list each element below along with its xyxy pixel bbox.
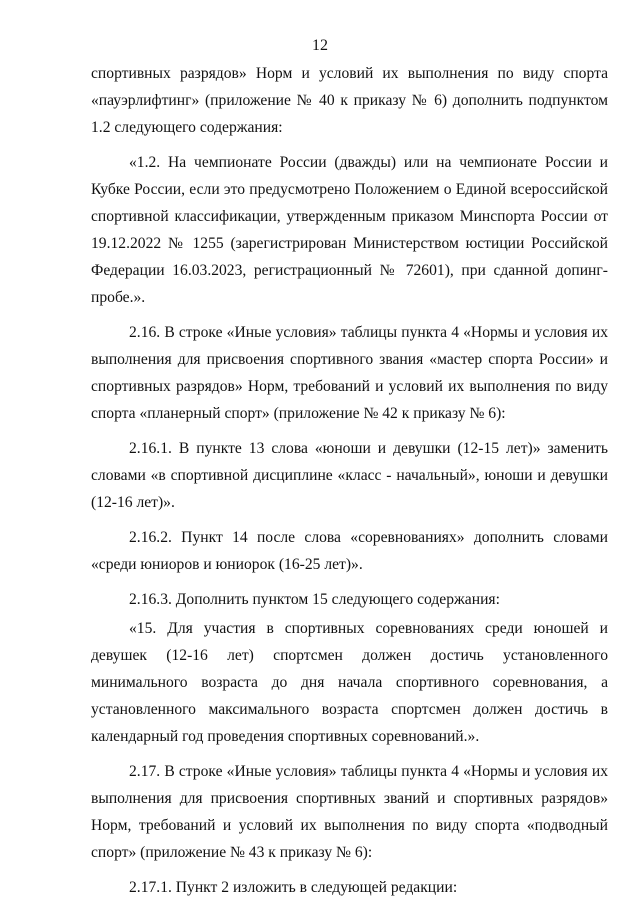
paragraph-continuation: спортивных разрядов» Норм и условий их выполнения по виду спорта «пауэрлифтинг» (приложение № 40 к приказу № 6) дополнить подпунктом 1.2 следующего содержания: <box>91 65 608 136</box>
paragraph-2-17: 2.17. В строке «Иные условия» таблицы пункта 4 «Нормы и условия их выполнения для присвоения спортивных званий и спортивных разрядов» Норм, требований и условий их выполнения по виду спорта «подводный спорт» (приложение № 43 к приказу № 6): <box>91 763 608 861</box>
paragraph-2-17-1: 2.17.1. Пункт 2 изложить в следующей редакции: <box>129 879 458 896</box>
document-body <box>91 60 608 901</box>
paragraph-clause-1-2: «1.2. На чемпионате России (дважды) или на чемпионате России и Кубке России, если это предусмотрено Положением о Единой всероссийской спортивной классификации, утвержденным приказом Минспорта России от 19.12.2022 № 1255 (зарегистрирован Министерством юстиции Российской Федерации 16.03.2023, регистрационный № 72601), при сданной допинг-пробе.». <box>91 154 608 306</box>
page-number: 12 <box>312 37 328 54</box>
paragraph-2-16: 2.16. В строке «Иные условия» таблицы пункта 4 «Нормы и условия их выполнения для присвоения спортивного звания «мастер спорта России» и спортивных разрядов» Норм, требований и условий их выполнения по виду спорта «планерный спорт» (приложение № 42 к приказу № 6): <box>91 324 608 422</box>
paragraph-2-16-1: 2.16.1. В пункте 13 слова «юноши и девушки (12-15 лет)» заменить словами «в спортивной дисциплине «класс - начальный», юноши и девушки (12-16 лет)». <box>91 440 608 511</box>
paragraph-clause-15: «15. Для участия в спортивных соревнованиях среди юношей и девушек (12-16 лет) спортсмен должен достичь установленного минимального возраста до дня начала спортивного соревнования, а установленного максимального возраста спортсмен должен достичь в календарный год проведения спортивных соревнований.». <box>91 620 608 745</box>
paragraph-2-16-3: 2.16.3. Дополнить пунктом 15 следующего содержания: <box>129 591 500 608</box>
paragraph-2-16-2: 2.16.2. Пункт 14 после слова «соревнованиях» дополнить словами «среди юниоров и юниорок (16-25 лет)». <box>91 529 608 573</box>
